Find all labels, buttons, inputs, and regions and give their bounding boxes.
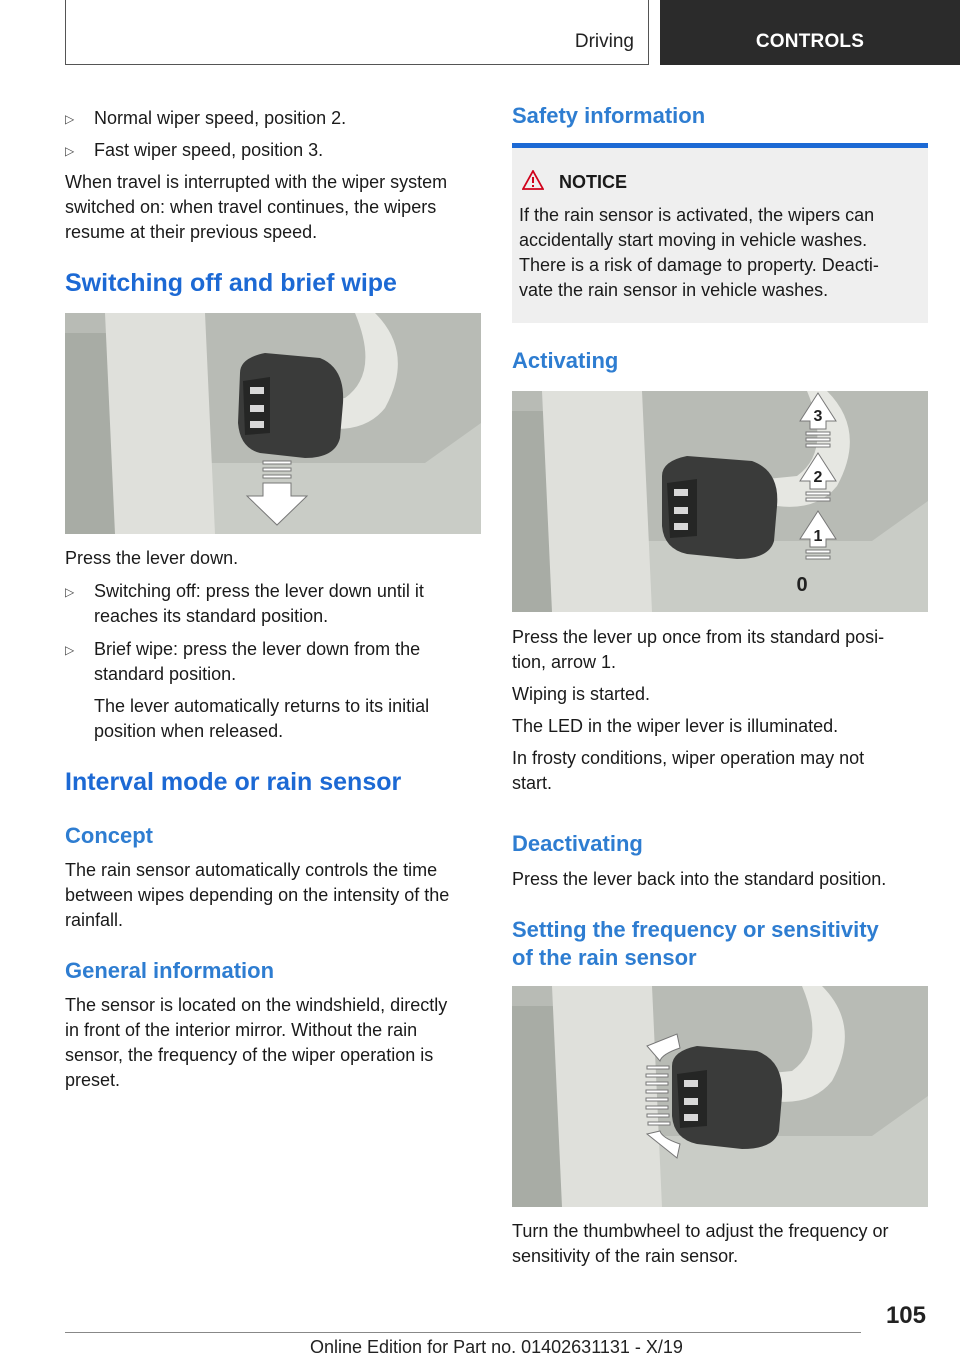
chapter-title: CONTROLS bbox=[755, 31, 865, 52]
bullet-icon: ▷ bbox=[65, 112, 75, 126]
frequency-heading-line-2: of the rain sensor bbox=[512, 945, 697, 970]
notice-box bbox=[512, 143, 928, 323]
notice-line-4: vate the rain sensor in vehicle washes. bbox=[519, 280, 829, 300]
thumbwheel-line-1: Turn the thumbwheel to adjust the frequency or bbox=[512, 1221, 889, 1241]
switch-off-heading: Switching off and brief wipe bbox=[65, 269, 397, 297]
concept-line-2: between wipes depending on the intensity of the bbox=[65, 885, 450, 905]
notice-line-1: If the rain sensor is activated, the wipers can bbox=[519, 205, 875, 225]
deactivating-heading: Deactivating bbox=[512, 831, 643, 856]
wiping-started-text: Wiping is started. bbox=[512, 684, 651, 704]
interval-heading: Interval mode or rain sensor bbox=[65, 768, 402, 796]
brief-wipe-bullet-line-1: Brief wipe: press the lever down from the bbox=[94, 639, 421, 659]
frequency-heading-line-1: Setting the frequency or sensitivity bbox=[512, 917, 879, 942]
chapter-tab bbox=[660, 0, 960, 65]
thumbwheel-illustration bbox=[512, 986, 928, 1207]
arrow-label-2: 2 bbox=[813, 469, 823, 486]
general-line-3: sensor, the frequency of the wiper operation is bbox=[65, 1045, 434, 1065]
bullet-fast-speed: Fast wiper speed, position 3. bbox=[94, 140, 324, 160]
general-line-2: in front of the interior mirror. Without the rain bbox=[65, 1020, 418, 1040]
notice-label: NOTICE bbox=[559, 172, 628, 192]
lever-down-illustration bbox=[65, 313, 481, 534]
press-down-text: Press the lever down. bbox=[65, 548, 239, 568]
section-title: Driving bbox=[574, 31, 634, 52]
thumbwheel-line-2: sensitivity of the rain sensor. bbox=[512, 1246, 739, 1266]
lever-up-illustration bbox=[512, 391, 928, 612]
press-up-line-1: Press the lever up once from its standard posi‐ bbox=[512, 627, 885, 647]
auto-return-line-2: position when released. bbox=[94, 721, 284, 741]
interrupt-line-1: When travel is interrupted with the wiper system bbox=[65, 172, 448, 192]
led-text: The LED in the wiper lever is illuminated. bbox=[512, 716, 839, 736]
switch-off-bullet-line-1: Switching off: press the lever down until it bbox=[94, 581, 424, 601]
notice-line-3: There is a risk of damage to property. Deacti‐ bbox=[519, 255, 879, 275]
bullet-icon: ▷ bbox=[65, 585, 75, 599]
footer-divider bbox=[65, 1332, 861, 1333]
notice-line-2: accidentally start moving in vehicle washes. bbox=[519, 230, 868, 250]
frost-line-1: In frosty conditions, wiper operation may not bbox=[512, 748, 865, 768]
arrow-label-0: 0 bbox=[796, 574, 808, 596]
bullet-normal-speed: Normal wiper speed, position 2. bbox=[94, 108, 347, 128]
warning-icon bbox=[522, 170, 544, 195]
general-line-4: preset. bbox=[65, 1070, 121, 1090]
general-info-heading: General information bbox=[65, 958, 275, 983]
bullet-icon: ▷ bbox=[65, 643, 75, 657]
activating-heading: Activating bbox=[512, 348, 619, 373]
auto-return-line-1: The lever automatically returns to its initial bbox=[94, 696, 430, 716]
page-number: 105 bbox=[885, 1302, 926, 1329]
switch-off-bullet-line-2: reaches its standard position. bbox=[94, 606, 329, 626]
concept-line-1: The rain sensor automatically controls the time bbox=[65, 860, 438, 880]
concept-line-3: rainfall. bbox=[65, 910, 124, 930]
edition-text: Online Edition for Part no. 01402631131 - X/19 bbox=[310, 1337, 683, 1357]
general-line-1: The sensor is located on the windshield, directly bbox=[65, 995, 448, 1015]
safety-heading: Safety information bbox=[512, 103, 706, 128]
concept-heading: Concept bbox=[65, 823, 153, 848]
arrow-label-1: 1 bbox=[813, 528, 823, 545]
frost-line-2: start. bbox=[512, 773, 553, 793]
interrupt-line-3: resume at their previous speed. bbox=[65, 222, 318, 242]
section-tab bbox=[65, 0, 649, 65]
interrupt-line-2: switched on: when travel continues, the wipers bbox=[65, 197, 437, 217]
press-up-line-2: tion, arrow 1. bbox=[512, 652, 617, 672]
bullet-icon: ▷ bbox=[65, 144, 75, 158]
arrow-label-3: 3 bbox=[813, 408, 823, 425]
brief-wipe-bullet-line-2: standard position. bbox=[94, 664, 237, 684]
deactivating-text: Press the lever back into the standard position. bbox=[512, 869, 887, 889]
